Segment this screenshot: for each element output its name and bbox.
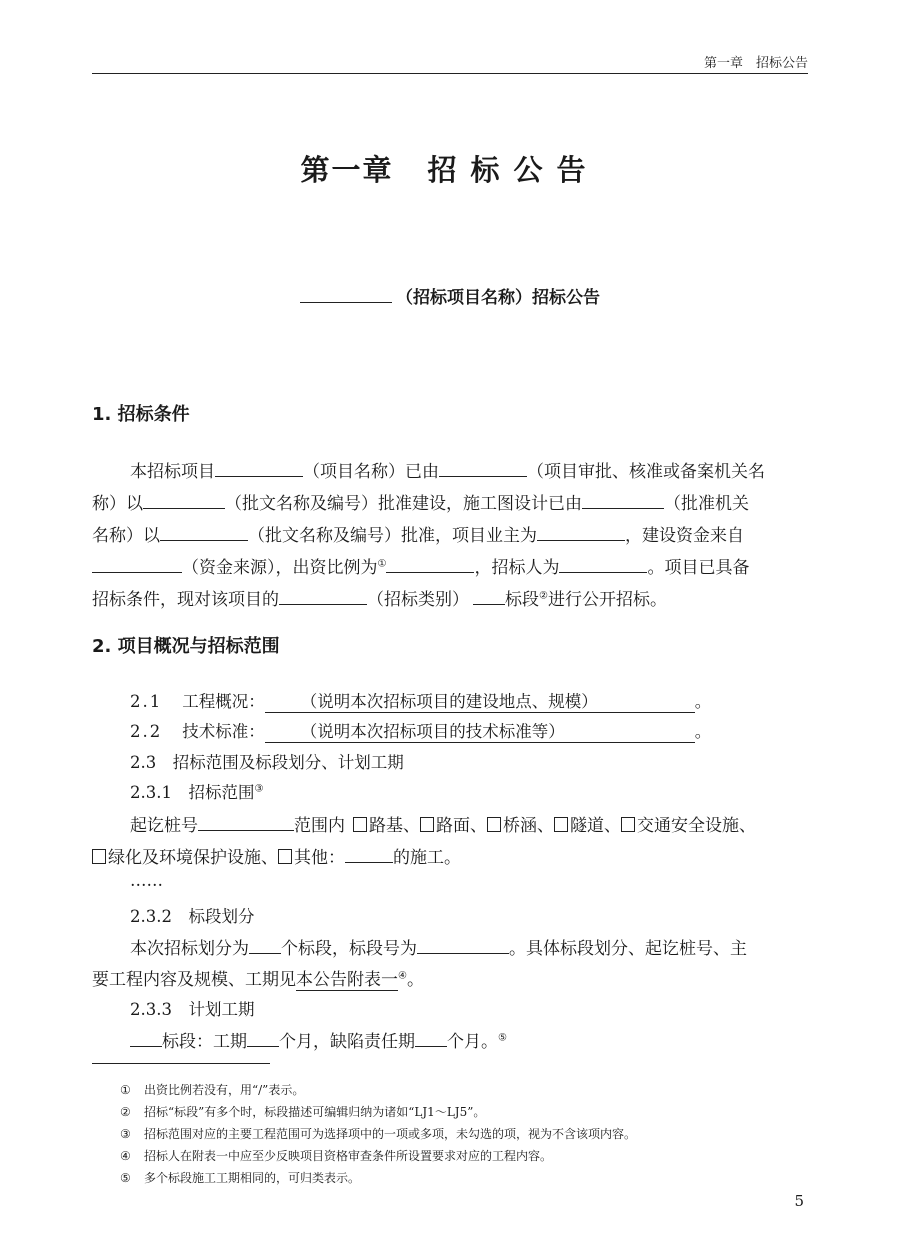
section2-heading: 2. 项目概况与招标范围 [92, 636, 280, 657]
s1-line-4: （资金来源），出资比例为① ，招标人为 。项目已具备 [92, 553, 749, 578]
scope-line-2: 绿化及环境保护设施、 其他： 的施工。 [92, 843, 461, 868]
scope-line-1: 起讫桩号 范围内 路基、 路面、 桥涵、 隧道、 交通安全设施、 [130, 811, 756, 836]
item-2-2: 2.2 技术标准： （说明本次招标项目的技术标准等） 。 [130, 718, 711, 743]
item-2-1: 2.1 工程概况： （说明本次招标项目的建设地点、规模） 。 [130, 688, 711, 713]
item-2-3-3: 2.3.3 计划工期 [130, 1000, 255, 1019]
appendix-link[interactable]: 本公告附表一 [296, 970, 398, 990]
chapter-name: 招标公告 [427, 153, 600, 187]
s1-line-2: 称）以 （批文名称及编号）批准建设，施工图设计已由 （批准机关 [92, 489, 749, 514]
s1-line-5: 招标条件，现对该项目的 （招标类别） 标段②进行公开招标。 [92, 585, 667, 610]
plan-line: 标段：工期 个月，缺陷责任期 个月。⑤ [130, 1027, 507, 1052]
checkbox-other[interactable] [278, 849, 292, 864]
checkbox-tunnel[interactable] [554, 817, 568, 832]
chapter-number: 第一章 [300, 153, 394, 187]
item-2-3-1: 2.3.1 招标范围③ [130, 783, 264, 802]
division-line-2: 要工程内容及规模、工期见本公告附表一④。 [92, 970, 424, 990]
checkbox-roadbed[interactable] [353, 817, 367, 832]
checkbox-pavement[interactable] [420, 817, 434, 832]
notice-title-text: （招标项目名称）招标公告 [396, 288, 600, 308]
item-2-3: 2.3 招标范围及标段划分、计划工期 [130, 753, 404, 772]
footnote-4: ④ 招标人在附表一中应至少反映项目资格审查条件所设置要求对应的工程内容。 [120, 1149, 553, 1163]
footnote-3: ③ 招标范围对应的主要工程范围可为选择项中的一项或多项，未勾选的项，视为不含该项内容。 [120, 1127, 637, 1141]
s1-line-3: 名称）以 （批文名称及编号）批准，项目业主为 ，建设资金来自 [92, 521, 744, 546]
project-name-blank [300, 286, 392, 303]
item-2-3-2: 2.3.2 标段划分 [130, 907, 255, 926]
checkbox-green[interactable] [92, 849, 106, 864]
notice-title [0, 283, 900, 308]
footnote-2: ② 招标“标段”有多个时，标段描述可编辑归纳为诸如“LJ1～LJ5”。 [120, 1105, 486, 1119]
running-header: 第一章 招标公告 [703, 56, 808, 71]
s1-line-1: 本招标项目 （项目名称）已由 （项目审批、核准或备案机关名 [130, 457, 765, 482]
checkbox-traffic[interactable] [621, 817, 635, 832]
footnote-1: ① 出资比例若没有，用“/”表示。 [120, 1083, 305, 1097]
header-rule [92, 73, 808, 74]
section1-heading: 1. 招标条件 [92, 404, 190, 425]
footnote-5: ⑤ 多个标段施工工期相同的，可归类表示。 [120, 1171, 361, 1185]
page-number: 5 [794, 1192, 804, 1210]
ellipsis: …… [130, 871, 163, 890]
chapter-title [0, 148, 900, 189]
checkbox-bridge[interactable] [487, 817, 501, 832]
footnote-rule [92, 1063, 270, 1064]
division-line-1: 本次招标划分为 个标段，标段号为 。具体标段划分、起讫桩号、主 [130, 934, 747, 959]
